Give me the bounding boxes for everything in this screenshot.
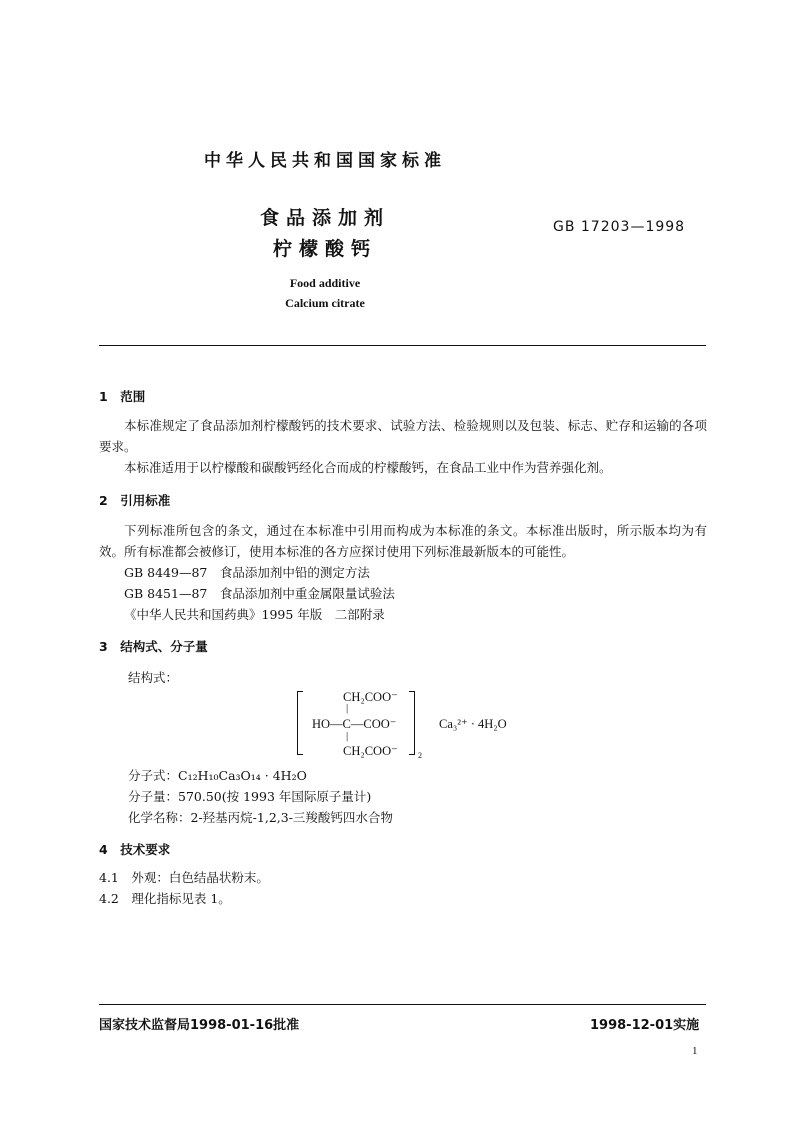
bracket-subscript: 2	[418, 751, 422, 760]
implementation-date: 1998-12-01实施	[590, 1018, 700, 1033]
document-subtitle-en: Calcium citrate	[285, 296, 365, 310]
formula-middle-group: HO—C—COO⁻	[312, 717, 397, 731]
national-standard-heading: 中华人民共和国国家标准	[204, 151, 446, 171]
footer-divider	[99, 1004, 706, 1005]
formula-bond-lower: |	[346, 730, 349, 742]
section-1-heading: 1 范围	[99, 389, 146, 404]
header-divider	[99, 345, 706, 346]
document-title-en: Food additive	[289, 276, 361, 290]
section-1-paragraph-1: 本标准规定了食品添加剂柠檬酸钙的技术要求、试验方法、检验规则以及包装、标志、贮存和运输的各项要求。	[99, 418, 707, 454]
chemical-name: 化学名称：2-羟基丙烷-1,2,3-三羧酸钙四水合物	[128, 810, 393, 825]
formula-cation: Ca₃²⁺ · 4H₂O	[439, 717, 507, 731]
structure-label: 结构式：	[128, 670, 179, 685]
section-3-heading: 3 结构式、分子量	[99, 639, 208, 654]
section-2-paragraph: 下列标准所包含的条文，通过在本标准中引用而构成为本标准的条文。本标准出版时，所示版本均为有效。所有标准都会被修订，使用本标准的各方应探讨使用下列标准最新版本的可能性。	[99, 523, 707, 559]
formula-bottom-group: CH₂COO⁻	[343, 744, 398, 758]
reference-item: GB 8449—87 食品添加剂中铅的测定方法	[124, 565, 370, 580]
section-4-heading: 4 技术要求	[99, 842, 171, 857]
section-1-paragraph-2: 本标准适用于以柠檬酸和碳酸钙经化合而成的柠檬酸钙，在食品工业中作为营养强化剂。	[124, 460, 612, 475]
section-2-heading: 2 引用标准	[99, 493, 171, 508]
left-bracket	[297, 691, 303, 755]
standard-code: GB 17203—1998	[553, 219, 686, 235]
reference-item: 《中华人民共和国药典》1995 年版 二部附录	[124, 607, 385, 622]
reference-item: GB 8451—87 食品添加剂中重金属限量试验法	[124, 586, 395, 601]
molecular-formula: 分子式：C₁₂H₁₀Ca₃O₁₄ · 4H₂O	[128, 768, 307, 783]
document-subtitle-cn: 柠檬酸钙	[272, 238, 377, 260]
right-bracket	[409, 691, 415, 755]
document-title-cn: 食品添加剂	[259, 207, 390, 229]
requirement-item: 4.1 外观：白色结晶状粉末。	[99, 870, 269, 885]
approval-date: 国家技术监督局1998-01-16批准	[99, 1018, 300, 1033]
formula-top-group: CH₂COO⁻	[343, 690, 398, 704]
requirement-item: 4.2 理化指标见表 1。	[99, 891, 231, 906]
formula-bond-upper: |	[346, 702, 349, 714]
page-number: 1	[692, 1045, 698, 1057]
molecular-weight: 分子量：570.50(按 1993 年国际原子量计)	[128, 789, 372, 804]
